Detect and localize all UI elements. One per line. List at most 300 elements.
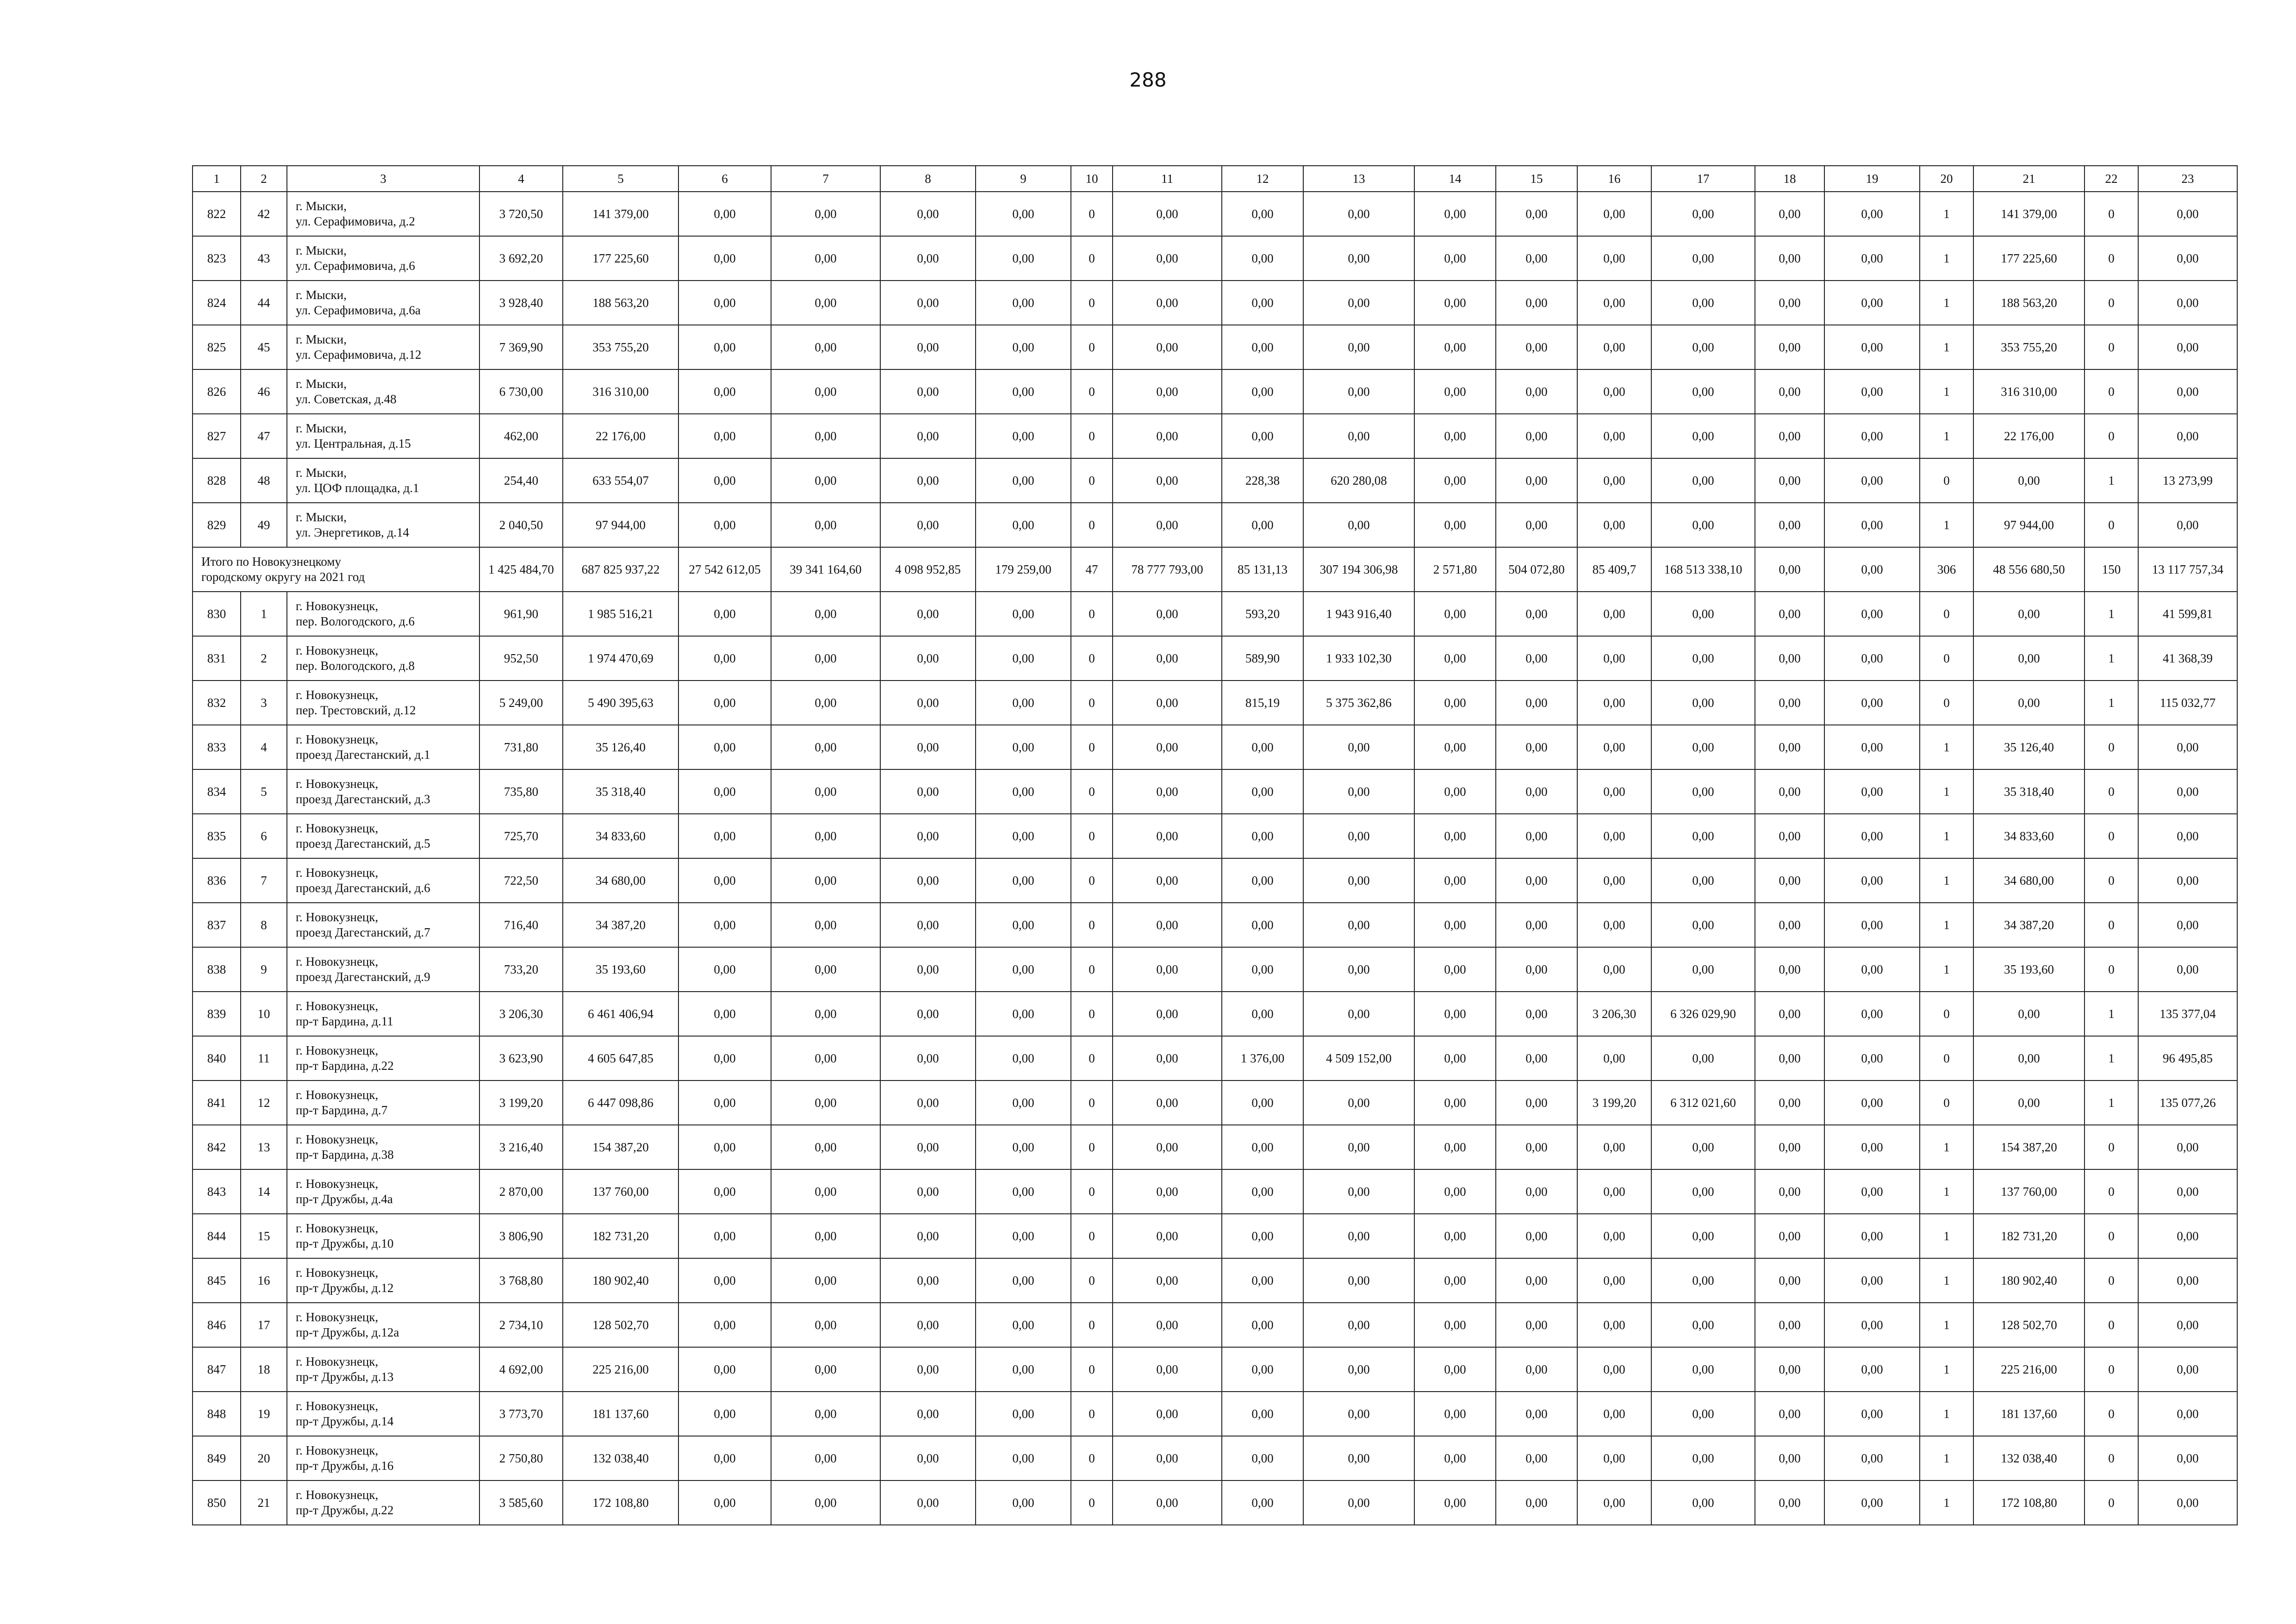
- address-city: г. Новокузнецк,: [296, 1132, 379, 1146]
- value-cell: 6 447 098,86: [563, 1081, 678, 1125]
- value-cell: 0,00: [880, 725, 976, 769]
- value-cell: 0,00: [880, 992, 976, 1036]
- municipal-number-cell: 17: [241, 1303, 287, 1347]
- value-cell: 0,00: [1303, 858, 1414, 903]
- value-cell: 0,00: [1577, 192, 1651, 236]
- value-cell: 0,00: [771, 1258, 880, 1303]
- value-cell: 0,00: [771, 192, 880, 236]
- value-cell: 0,00: [1755, 1392, 1824, 1436]
- address-street: ул. Серафимовича, д.2: [296, 214, 415, 228]
- value-cell: 0,00: [1755, 503, 1824, 547]
- value-cell: 0,00: [678, 1214, 771, 1258]
- value-cell: 0,00: [1577, 725, 1651, 769]
- value-cell: 0,00: [1496, 1214, 1577, 1258]
- value-cell: 0,00: [1824, 325, 1920, 369]
- value-cell: 0,00: [678, 414, 771, 458]
- address-street: пр-т Дружбы, д.12а: [296, 1325, 399, 1339]
- value-cell: 0: [1071, 458, 1113, 503]
- address-cell: [287, 458, 479, 503]
- value-cell: 0,00: [678, 769, 771, 814]
- value-cell: 0,00: [976, 236, 1071, 281]
- value-cell: 0,00: [880, 636, 976, 681]
- municipal-number-cell: 13: [241, 1125, 287, 1169]
- value-cell: 97 944,00: [563, 503, 678, 547]
- value-cell: 0: [1071, 1081, 1113, 1125]
- value-cell: 0: [1920, 592, 1973, 636]
- value-cell: 0,00: [1651, 1258, 1755, 1303]
- value-cell: 0,00: [1651, 369, 1755, 414]
- value-cell: 0,00: [1651, 192, 1755, 236]
- row-number-cell: 847: [193, 1347, 241, 1392]
- municipal-number-cell: 16: [241, 1258, 287, 1303]
- value-cell: 0,00: [1496, 414, 1577, 458]
- value-cell: 0,00: [976, 281, 1071, 325]
- row-number-cell: 840: [193, 1036, 241, 1081]
- table-row: [193, 947, 2237, 992]
- municipal-number-cell: 15: [241, 1214, 287, 1258]
- address-cell: [287, 369, 479, 414]
- address-street: пер. Вологодского, д.6: [296, 614, 415, 628]
- value-cell: 0,00: [976, 1303, 1071, 1347]
- table-row: [193, 236, 2237, 281]
- value-cell: 0,00: [976, 992, 1071, 1036]
- value-cell: 0: [2084, 1258, 2138, 1303]
- value-cell: 504 072,80: [1496, 547, 1577, 592]
- value-cell: 0,00: [771, 814, 880, 858]
- value-cell: 0,00: [1824, 1392, 1920, 1436]
- value-cell: 1: [1920, 192, 1973, 236]
- value-cell: 0: [2084, 281, 2138, 325]
- value-cell: 5 249,00: [479, 681, 563, 725]
- address-cell: [287, 636, 479, 681]
- value-cell: 0,00: [1496, 636, 1577, 681]
- value-cell: 0,00: [2138, 1125, 2237, 1169]
- value-cell: 0,00: [880, 236, 976, 281]
- column-header: 22: [2084, 166, 2138, 192]
- value-cell: 0,00: [1303, 1125, 1414, 1169]
- address-street: пр-т Бардина, д.11: [296, 1014, 393, 1028]
- municipal-number-cell: 8: [241, 903, 287, 947]
- value-cell: 0,00: [976, 636, 1071, 681]
- value-cell: 0,00: [1113, 236, 1222, 281]
- value-cell: 3 199,20: [479, 1081, 563, 1125]
- value-cell: 0,00: [1414, 1480, 1496, 1525]
- value-cell: 1: [1920, 414, 1973, 458]
- value-cell: 0,00: [1113, 192, 1222, 236]
- value-cell: 0,00: [1113, 369, 1222, 414]
- value-cell: 0,00: [1651, 458, 1755, 503]
- address-street: ул. Энергетиков, д.14: [296, 525, 409, 539]
- value-cell: 0,00: [1222, 814, 1303, 858]
- value-cell: 0,00: [1222, 947, 1303, 992]
- value-cell: 225 216,00: [1973, 1347, 2084, 1392]
- value-cell: 0: [1071, 1258, 1113, 1303]
- value-cell: 34 387,20: [1973, 903, 2084, 947]
- value-cell: 0,00: [1755, 414, 1824, 458]
- value-cell: 0,00: [1577, 369, 1651, 414]
- value-cell: 0,00: [1414, 903, 1496, 947]
- value-cell: 4 509 152,00: [1303, 1036, 1414, 1081]
- value-cell: 0,00: [1222, 236, 1303, 281]
- value-cell: 34 680,00: [1973, 858, 2084, 903]
- value-cell: 633 554,07: [563, 458, 678, 503]
- address-cell: [287, 414, 479, 458]
- value-cell: 353 755,20: [563, 325, 678, 369]
- value-cell: 172 108,80: [1973, 1480, 2084, 1525]
- table-row: [193, 814, 2237, 858]
- value-cell: 0,00: [1303, 281, 1414, 325]
- value-cell: 0: [2084, 503, 2138, 547]
- value-cell: 0,00: [1414, 769, 1496, 814]
- table-row: [193, 1480, 2237, 1525]
- value-cell: 1: [1920, 858, 1973, 903]
- value-cell: 0: [2084, 1480, 2138, 1525]
- address-cell: [287, 192, 479, 236]
- value-cell: 0: [1071, 1392, 1113, 1436]
- value-cell: 0,00: [1414, 192, 1496, 236]
- value-cell: 0,00: [1303, 192, 1414, 236]
- row-number-cell: 833: [193, 725, 241, 769]
- value-cell: 2 040,50: [479, 503, 563, 547]
- value-cell: 137 760,00: [1973, 1169, 2084, 1214]
- table-row: [193, 592, 2237, 636]
- value-cell: 0: [1071, 1347, 1113, 1392]
- value-cell: 0,00: [1824, 1436, 1920, 1480]
- value-cell: 0,00: [1651, 725, 1755, 769]
- value-cell: 0: [1071, 592, 1113, 636]
- value-cell: 2 734,10: [479, 1303, 563, 1347]
- table-row: [193, 503, 2237, 547]
- value-cell: 0: [2084, 769, 2138, 814]
- value-cell: 0,00: [2138, 1169, 2237, 1214]
- address-cell: [287, 858, 479, 903]
- value-cell: 0,00: [2138, 858, 2237, 903]
- municipal-number-cell: 45: [241, 325, 287, 369]
- value-cell: 0: [1071, 236, 1113, 281]
- value-cell: 0,00: [1113, 325, 1222, 369]
- value-cell: 150: [2084, 547, 2138, 592]
- value-cell: 0,00: [1824, 1480, 1920, 1525]
- value-cell: 0: [1920, 636, 1973, 681]
- value-cell: 132 038,40: [563, 1436, 678, 1480]
- value-cell: 0: [2084, 1169, 2138, 1214]
- value-cell: 0,00: [771, 858, 880, 903]
- value-cell: 0,00: [880, 681, 976, 725]
- value-cell: 0,00: [1755, 325, 1824, 369]
- value-cell: 1: [1920, 1436, 1973, 1480]
- value-cell: 137 760,00: [563, 1169, 678, 1214]
- value-cell: 0,00: [1496, 681, 1577, 725]
- value-cell: 228,38: [1222, 458, 1303, 503]
- value-cell: 0,00: [976, 814, 1071, 858]
- value-cell: 96 495,85: [2138, 1036, 2237, 1081]
- value-cell: 0,00: [1496, 1258, 1577, 1303]
- value-cell: 0,00: [1577, 769, 1651, 814]
- value-cell: 34 833,60: [1973, 814, 2084, 858]
- value-cell: 0,00: [1577, 1125, 1651, 1169]
- value-cell: 0,00: [1651, 1392, 1755, 1436]
- value-cell: 1: [1920, 725, 1973, 769]
- value-cell: 0,00: [1577, 592, 1651, 636]
- row-number-cell: 829: [193, 503, 241, 547]
- value-cell: 307 194 306,98: [1303, 547, 1414, 592]
- value-cell: 0,00: [1222, 1436, 1303, 1480]
- value-cell: 0,00: [1755, 681, 1824, 725]
- address-cell: [287, 681, 479, 725]
- value-cell: 1: [1920, 503, 1973, 547]
- value-cell: 0,00: [1824, 947, 1920, 992]
- value-cell: 4 692,00: [479, 1347, 563, 1392]
- value-cell: 1 376,00: [1222, 1036, 1303, 1081]
- address-city: г. Новокузнецк,: [296, 1310, 379, 1324]
- municipal-number-cell: 19: [241, 1392, 287, 1436]
- value-cell: 0,00: [1222, 903, 1303, 947]
- value-cell: 0,00: [771, 325, 880, 369]
- total-label-line: городскому округу на 2021 год: [201, 570, 365, 584]
- value-cell: 0,00: [1496, 858, 1577, 903]
- page-number: 288: [1129, 69, 1167, 91]
- value-cell: 0,00: [678, 503, 771, 547]
- address-city: г. Мыски,: [296, 288, 347, 302]
- value-cell: 0,00: [2138, 236, 2237, 281]
- value-cell: 3 216,40: [479, 1125, 563, 1169]
- value-cell: 0,00: [1577, 681, 1651, 725]
- address-city: г. Мыски,: [296, 332, 347, 346]
- value-cell: 177 225,60: [563, 236, 678, 281]
- value-cell: 1 933 102,30: [1303, 636, 1414, 681]
- value-cell: 182 731,20: [1973, 1214, 2084, 1258]
- value-cell: 0,00: [1414, 1392, 1496, 1436]
- column-header: 9: [976, 166, 1071, 192]
- value-cell: 27 542 612,05: [678, 547, 771, 592]
- value-cell: 0,00: [880, 192, 976, 236]
- value-cell: 0,00: [1222, 1214, 1303, 1258]
- address-cell: [287, 814, 479, 858]
- value-cell: 0: [1071, 1036, 1113, 1081]
- value-cell: 0,00: [771, 1436, 880, 1480]
- value-cell: 3 623,90: [479, 1036, 563, 1081]
- column-header: 20: [1920, 166, 1973, 192]
- column-header: 15: [1496, 166, 1577, 192]
- value-cell: 0,00: [1651, 503, 1755, 547]
- value-cell: 0,00: [1222, 369, 1303, 414]
- municipal-number-cell: 9: [241, 947, 287, 992]
- value-cell: 0,00: [1303, 1214, 1414, 1258]
- value-cell: 0,00: [1824, 1036, 1920, 1081]
- value-cell: 0,00: [1222, 1303, 1303, 1347]
- row-number-cell: 826: [193, 369, 241, 414]
- value-cell: 0,00: [1414, 681, 1496, 725]
- value-cell: 0,00: [976, 458, 1071, 503]
- value-cell: 0,00: [771, 281, 880, 325]
- row-number-cell: 823: [193, 236, 241, 281]
- value-cell: 35 126,40: [563, 725, 678, 769]
- value-cell: 0,00: [976, 1214, 1071, 1258]
- value-cell: 0,00: [678, 858, 771, 903]
- value-cell: 0,00: [1414, 1169, 1496, 1214]
- row-number-cell: 838: [193, 947, 241, 992]
- value-cell: 0,00: [1577, 458, 1651, 503]
- column-header: 18: [1755, 166, 1824, 192]
- table-row: [193, 281, 2237, 325]
- column-header: 4: [479, 166, 563, 192]
- value-cell: 5 490 395,63: [563, 681, 678, 725]
- value-cell: 0,00: [1973, 592, 2084, 636]
- value-cell: 181 137,60: [563, 1392, 678, 1436]
- value-cell: 0,00: [771, 769, 880, 814]
- address-city: г. Новокузнецк,: [296, 1355, 379, 1368]
- value-cell: 0,00: [771, 1036, 880, 1081]
- row-number-cell: 834: [193, 769, 241, 814]
- address-city: г. Мыски,: [296, 199, 347, 213]
- value-cell: 1: [1920, 947, 1973, 992]
- value-cell: 0: [2084, 1125, 2138, 1169]
- value-cell: 0,00: [1973, 636, 2084, 681]
- value-cell: 0,00: [1651, 814, 1755, 858]
- column-header: 8: [880, 166, 976, 192]
- value-cell: 0,00: [1496, 1436, 1577, 1480]
- value-cell: 0,00: [1222, 769, 1303, 814]
- value-cell: 0: [1071, 1214, 1113, 1258]
- column-header: 2: [241, 166, 287, 192]
- value-cell: 0,00: [1414, 947, 1496, 992]
- value-cell: 0,00: [1651, 1436, 1755, 1480]
- value-cell: 7 369,90: [479, 325, 563, 369]
- value-cell: 1: [2084, 592, 2138, 636]
- value-cell: 0,00: [1577, 1214, 1651, 1258]
- value-cell: 0,00: [880, 903, 976, 947]
- value-cell: 0,00: [1577, 903, 1651, 947]
- value-cell: 0: [1071, 369, 1113, 414]
- value-cell: 0,00: [1973, 1036, 2084, 1081]
- value-cell: 13 273,99: [2138, 458, 2237, 503]
- value-cell: 0,00: [1651, 858, 1755, 903]
- row-number-cell: 835: [193, 814, 241, 858]
- address-cell: [287, 1347, 479, 1392]
- value-cell: 0,00: [1651, 903, 1755, 947]
- value-cell: 0,00: [1113, 903, 1222, 947]
- value-cell: 0,00: [1303, 1258, 1414, 1303]
- address-cell: [287, 281, 479, 325]
- address-city: г. Новокузнецк,: [296, 1399, 379, 1413]
- value-cell: 0,00: [1577, 325, 1651, 369]
- value-cell: 35 318,40: [1973, 769, 2084, 814]
- value-cell: 3 206,30: [1577, 992, 1651, 1036]
- value-cell: 1 985 516,21: [563, 592, 678, 636]
- address-cell: [287, 992, 479, 1036]
- address-city: г. Новокузнецк,: [296, 999, 379, 1013]
- value-cell: 0,00: [1577, 858, 1651, 903]
- value-cell: 35 318,40: [563, 769, 678, 814]
- value-cell: 0,00: [1113, 503, 1222, 547]
- value-cell: 0,00: [880, 1258, 976, 1303]
- value-cell: 177 225,60: [1973, 236, 2084, 281]
- value-cell: 0,00: [880, 1436, 976, 1480]
- value-cell: 0,00: [1496, 1125, 1577, 1169]
- value-cell: 0,00: [2138, 1214, 2237, 1258]
- value-cell: 48 556 680,50: [1973, 547, 2084, 592]
- value-cell: 0,00: [1303, 992, 1414, 1036]
- value-cell: 154 387,20: [1973, 1125, 2084, 1169]
- value-cell: 0,00: [2138, 725, 2237, 769]
- value-cell: 1: [1920, 236, 1973, 281]
- address-cell: [287, 236, 479, 281]
- value-cell: 0,00: [1414, 1125, 1496, 1169]
- column-header: 10: [1071, 166, 1113, 192]
- value-cell: 0,00: [1755, 592, 1824, 636]
- value-cell: 0,00: [1824, 1125, 1920, 1169]
- value-cell: 0: [1920, 1081, 1973, 1125]
- value-cell: 0,00: [880, 1125, 976, 1169]
- municipal-number-cell: 2: [241, 636, 287, 681]
- value-cell: 0,00: [771, 1303, 880, 1347]
- value-cell: 0,00: [1755, 369, 1824, 414]
- value-cell: 3 692,20: [479, 236, 563, 281]
- value-cell: 0: [1071, 725, 1113, 769]
- value-cell: 0,00: [771, 1125, 880, 1169]
- address-city: г. Новокузнецк,: [296, 688, 379, 702]
- value-cell: 0,00: [1113, 1303, 1222, 1347]
- address-city: г. Мыски,: [296, 377, 347, 391]
- value-cell: 0,00: [1414, 1436, 1496, 1480]
- value-cell: 0: [1071, 992, 1113, 1036]
- value-cell: 0,00: [771, 725, 880, 769]
- value-cell: 0,00: [678, 192, 771, 236]
- address-street: пр-т Бардина, д.7: [296, 1103, 388, 1117]
- row-number-cell: 849: [193, 1436, 241, 1480]
- value-cell: 0,00: [880, 325, 976, 369]
- value-cell: 0,00: [1755, 281, 1824, 325]
- value-cell: 0,00: [1414, 236, 1496, 281]
- value-cell: 0,00: [976, 1125, 1071, 1169]
- column-header: 1: [193, 166, 241, 192]
- value-cell: 0,00: [1113, 281, 1222, 325]
- value-cell: 0,00: [976, 1347, 1071, 1392]
- value-cell: 0,00: [1755, 858, 1824, 903]
- value-cell: 0,00: [678, 1392, 771, 1436]
- total-row: [193, 547, 2237, 592]
- address-cell: [287, 903, 479, 947]
- value-cell: 180 902,40: [563, 1258, 678, 1303]
- value-cell: 39 341 164,60: [771, 547, 880, 592]
- value-cell: 0,00: [678, 636, 771, 681]
- value-cell: 0,00: [771, 1214, 880, 1258]
- value-cell: 6 730,00: [479, 369, 563, 414]
- value-cell: 0,00: [678, 1036, 771, 1081]
- address-city: г. Новокузнецк,: [296, 643, 379, 657]
- value-cell: 0,00: [771, 458, 880, 503]
- value-cell: 316 310,00: [1973, 369, 2084, 414]
- value-cell: 0,00: [1496, 281, 1577, 325]
- value-cell: 0,00: [880, 458, 976, 503]
- municipal-number-cell: 14: [241, 1169, 287, 1214]
- value-cell: 1: [1920, 1392, 1973, 1436]
- value-cell: 0,00: [976, 947, 1071, 992]
- address-city: г. Новокузнецк,: [296, 599, 379, 613]
- value-cell: 0,00: [1222, 192, 1303, 236]
- value-cell: 0,00: [1824, 858, 1920, 903]
- value-cell: 0,00: [976, 769, 1071, 814]
- address-street: пр-т Дружбы, д.4а: [296, 1192, 393, 1206]
- value-cell: 0,00: [1113, 947, 1222, 992]
- value-cell: 733,20: [479, 947, 563, 992]
- value-cell: 0,00: [976, 903, 1071, 947]
- value-cell: 1: [1920, 903, 1973, 947]
- address-street: пер. Вологодского, д.8: [296, 659, 415, 673]
- column-header: 14: [1414, 166, 1496, 192]
- address-cell: [287, 947, 479, 992]
- value-cell: 0,00: [1496, 192, 1577, 236]
